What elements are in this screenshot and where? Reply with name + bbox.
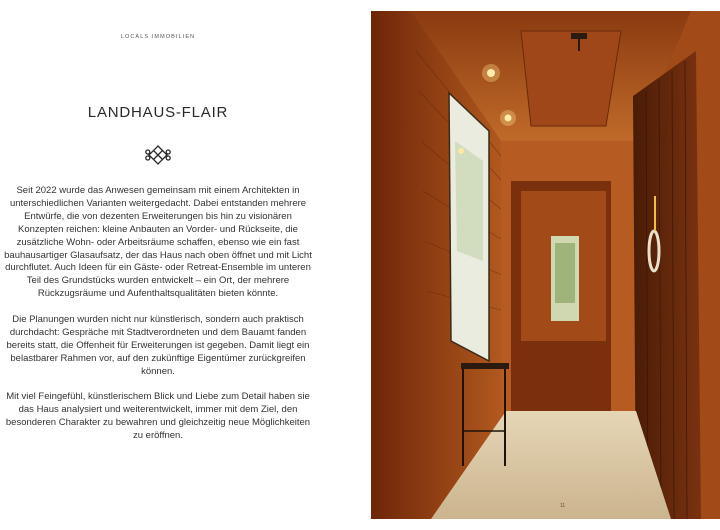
endless-knot-icon [145, 144, 171, 166]
page-title: LANDHAUS-FLAIR [87, 104, 229, 121]
hallway-illustration [371, 11, 720, 519]
brand-header: LOCALS IMMOBILIEN [120, 34, 196, 40]
paragraph-3: Mit viel Feingefühl, künstlerischem Blick und Liebe zum Detail haben sie das Haus analysiert und weiterentwickelt, immer mit dem Ziel, den besonderen Charakter zu bewahren und gleichzeitig neue Möglichkeiten zu eröffnen. [5, 391, 311, 442]
hallway-photo [371, 11, 720, 519]
paragraph-2: Die Planungen wurden nicht nur künstlerisch, sondern auch praktisch durchdacht: Gespräche mit Stadtverordneten und dem Bauamt fanden bereits statt, die Offenheit für Erweiterungen ist gegeben. Damit liegt ein belastbarer Rahmen vor, auf den zukünftige Eigentümer zurückgreifen können. [6, 314, 310, 377]
body-text [2, 185, 314, 456]
page-number: 11 [560, 503, 566, 509]
paragraph-1: Seit 2022 wurde das Anwesen gemeinsam mit einem Architekten in unterschiedlichen Varianten weitergedacht. Dabei entstanden mehrere Entwürfe, die von dezenten Erweiterungen bis hin zu visionären Konzepten reichen: kleine Anbauten an Vorder- und Rückseite, die zusätzliche Wohn- oder Arbeitsräume schaffen, ebenso wie ein fast bauhausartiger Glasaufsatz, der das Haus nach oben öffnet und mit Licht durchflutet. Auch Ideen für ein Gäste- oder Retreat-Ensemble im unteren Teil des Grundstücks wurden entwickelt – ein Ort, der mehrere Rückzugsräume und Aufenthaltsqualitäten bieten könnte. [4, 185, 312, 300]
